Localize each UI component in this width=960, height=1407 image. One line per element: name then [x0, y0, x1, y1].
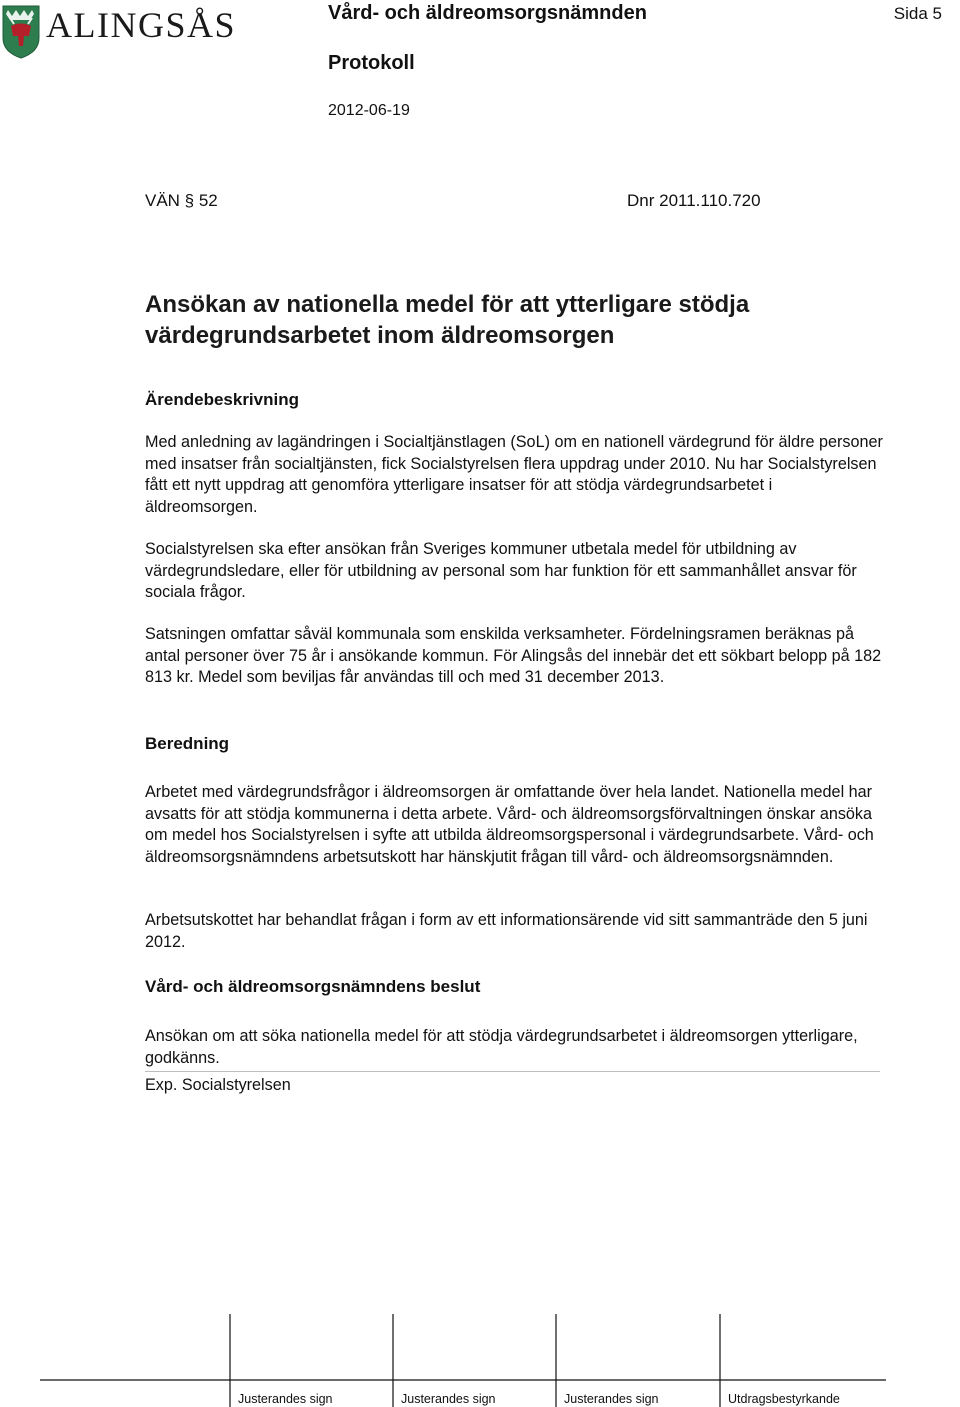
page-number: Sida 5 [893, 4, 942, 23]
document-type: Protokoll [328, 52, 415, 74]
organization-logo-text: ALINGSÅS [46, 5, 237, 45]
divider [145, 1071, 880, 1072]
section-heading-beslut: Vård- och äldreomsorgsnämndens beslut [145, 977, 481, 996]
expedition-note: Exp. Socialstyrelsen [145, 1076, 291, 1094]
paragraph-arende-2: Socialstyrelsen ska efter ansökan från Sveriges kommuner utbetala medel för utbildning av värdegrundsledare, eller för utbildning av personal som har funktion för ett sammanhållet ansvar för sociala frågor. [145, 540, 857, 601]
document-date: 2012-06-19 [328, 102, 410, 119]
page-title: Ansökan av nationella medel för att ytterligare stödja värdegrundsarbetet inom äldreomsorgen [145, 291, 750, 349]
case-number: VÄN § 52 [145, 191, 218, 210]
committee-name: Vård- och äldreomsorgsnämnden [328, 2, 647, 24]
signature-label-2: Justerandes sign [401, 1392, 496, 1406]
paragraph-beslut: Ansökan om att söka nationella medel för att stödja värdegrundsarbetet i äldreomsorgen ytterligare, godkänns. [145, 1027, 858, 1067]
signature-box-lines [0, 1300, 960, 1407]
signature-label-4: Utdragsbestyrkande [728, 1392, 840, 1406]
paragraph-arende-1: Med anledning av lagändringen i Socialtjänstlagen (SoL) om en nationell värdegrund för äldre personer med insatser från socialtjänsten, fick Socialstyrelsen flera uppdrag under 2010. Nu har Socialstyrelsen fått ett nytt uppdrag att genomföra ytterligare insatser för att stödja värdegrundsarbetet i äldreomsorgen. [145, 433, 883, 516]
paragraph-beredning-1: Arbetet med värdegrundsfrågor i äldreomsorgen är omfattande över hela landet. Nationella medel har avsatts för att stödja kommunerna i detta arbete. Vård- och äldreomsorgsförvaltningen önskar ansöka om medel hos Socialstyrelsen i syfte att utbilda äldreomsorgspersonal i värdegrundsarbete. Vård- och äldreomsorgsnämndens arbetsutskott har hänskjutit frågan till vård- och äldreomsorgsnämnden. [145, 783, 874, 866]
section-heading-arendebeskrivning: Ärendebeskrivning [145, 390, 299, 409]
registration-number: Dnr 2011.110.720 [627, 191, 761, 210]
paragraph-beredning-2: Arbetsutskottet har behandlat frågan i form av ett informationsärende vid sitt sammanträde den 5 juni 2012. [145, 911, 868, 951]
signature-label-1: Justerandes sign [238, 1392, 333, 1406]
signature-label-3: Justerandes sign [564, 1392, 659, 1406]
paragraph-arende-3: Satsningen omfattar såväl kommunala som enskilda verksamheter. Fördelningsramen beräknas på antal personer över 75 år i ansökande kommun. För Alingsås del innebär det ett sökbart belopp på 182 813 kr. Medel som beviljas får användas till och med 31 december 2013. [145, 625, 882, 686]
section-heading-beredning: Beredning [145, 734, 230, 753]
